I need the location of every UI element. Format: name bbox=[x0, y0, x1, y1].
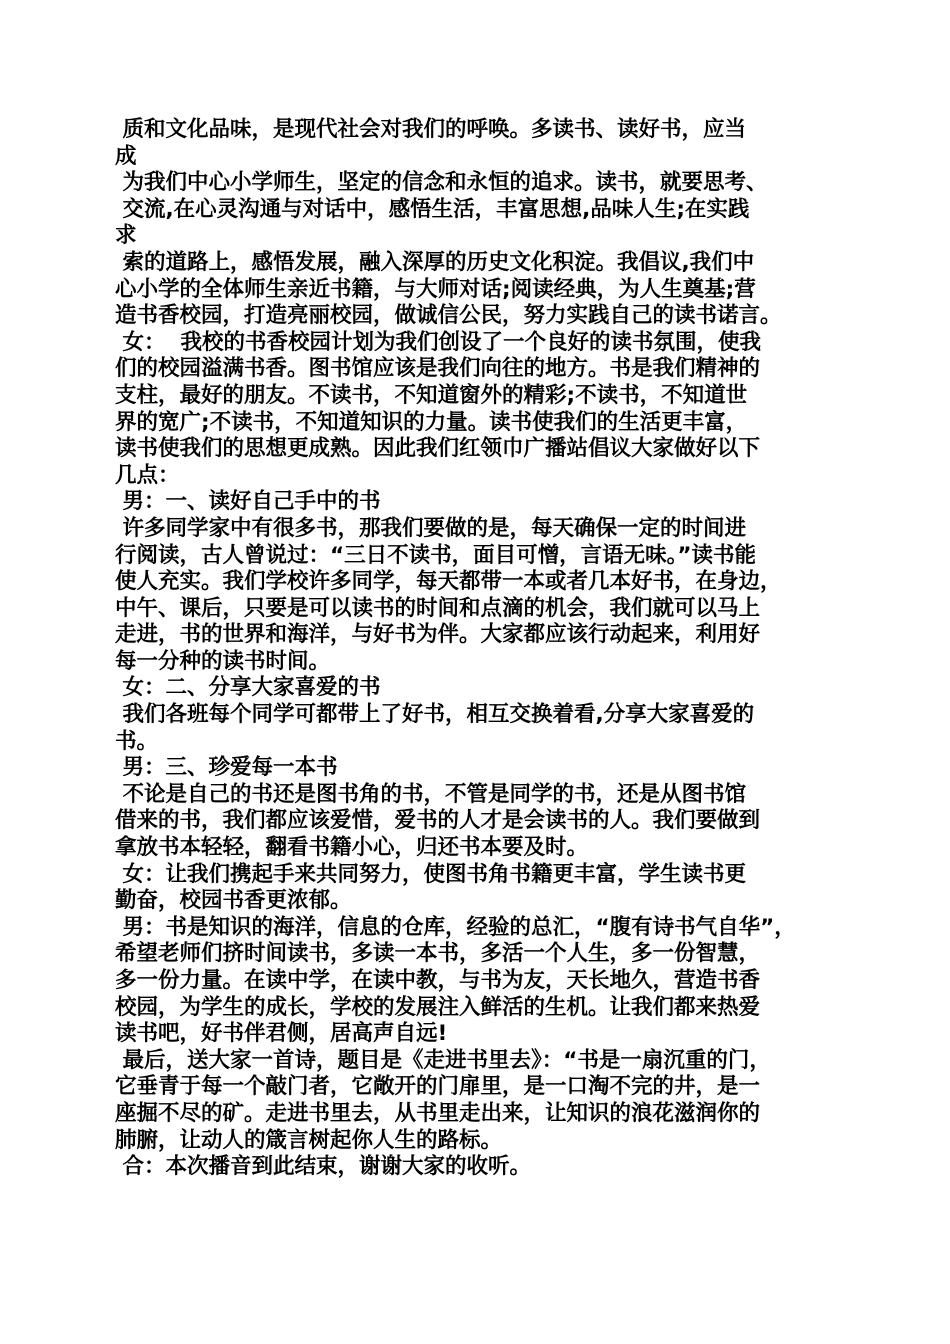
text-line: 支柱，最好的朋友。不读书，不知道窗外的精彩;不读书，不知道世 bbox=[115, 382, 748, 408]
text-line: 使人充实。我们学校许多同学，每天都带一本或者几本好书，在身边， bbox=[115, 569, 782, 595]
text-line: 男：一、读好自己手中的书 bbox=[115, 489, 381, 515]
text-line: 不论是自己的书还是图书角的书，不管是同学的书，还是从图书馆 bbox=[115, 781, 746, 807]
text-line: 女：二、分享大家喜爱的书 bbox=[115, 675, 381, 701]
document-body bbox=[115, 117, 855, 1181]
text-line: 拿放书本轻轻，翻看书籍小心，归还书本要及时。 bbox=[115, 835, 589, 861]
text-line: 成 bbox=[115, 143, 137, 169]
text-line: 女：让我们携起手来共同努力，使图书角书籍更丰富，学生读书更 bbox=[115, 861, 746, 887]
text-line: 行阅读，古人曾说过：“三日不读书，面目可憎，言语无味。”读书能 bbox=[115, 542, 757, 568]
text-line: 男：书是知识的海洋，信息的仓库，经验的总汇，“腹有诗书气自华”， bbox=[115, 914, 796, 940]
text-line: 每一分种的读书时间。 bbox=[115, 648, 331, 674]
text-line: 希望老师们挤时间读书，多读一本书，多活一个人生，多一份智慧， bbox=[115, 941, 761, 967]
text-line: 几点： bbox=[115, 462, 180, 488]
text-line: 它垂青于每一个敲门者，它敞开的门扉里，是一口淘不完的井，是一 bbox=[115, 1074, 761, 1100]
text-line: 中午、课后，只要是可以读书的时间和点滴的机会，我们就可以马上 bbox=[115, 595, 761, 621]
text-line: 读书吧，好书伴君侧，居高声自远! bbox=[115, 1021, 448, 1047]
text-line: 校园，为学生的成长，学校的发展注入鲜活的生机。让我们都来热爱 bbox=[115, 994, 761, 1020]
text-line: 书。 bbox=[115, 728, 159, 754]
text-line: 索的道路上，感悟发展，融入深厚的历史文化积淀。我倡议,我们中 bbox=[115, 249, 755, 275]
text-line: 界的宽广;不读书，不知道知识的力量。读书使我们的生活更丰富， bbox=[115, 409, 748, 435]
text-line: 交流,在心灵沟通与对话中，感悟生活，丰富思想,品味人生;在实践 bbox=[115, 196, 750, 222]
text-line: 走进，书的世界和海洋，与好书为伴。大家都应该行动起来，利用好 bbox=[115, 622, 761, 648]
text-line: 肺腑，让动人的箴言树起你人生的路标。 bbox=[115, 1127, 503, 1153]
text-line: 座掘不尽的矿。走进书里去，从书里走出来，让知识的浪花滋润你的 bbox=[115, 1100, 761, 1126]
text-line: 心小学的全体师生亲近书籍，与大师对话;阅读经典，为人生奠基;营 bbox=[115, 276, 756, 302]
text-line: 质和文化品味，是现代社会对我们的呼唤。多读书、读好书，应当 bbox=[115, 117, 746, 142]
text-line: 合：本次播音到此结束，谢谢大家的收听。 bbox=[115, 1154, 531, 1180]
text-line: 造书香校园，打造亮丽校园，做诚信公民，努力实践自己的读书诺言。 bbox=[115, 303, 782, 329]
text-line: 勤奋，校园书香更浓郁。 bbox=[115, 888, 352, 914]
text-line: 为我们中心小学师生，坚定的信念和永恒的追求。读书，就要思考、 bbox=[115, 170, 768, 196]
text-line: 们的校园溢满书香。图书馆应该是我们向往的地方。书是我们精神的 bbox=[115, 356, 761, 382]
text-line: 借来的书，我们都应该爱惜，爱书的人才是会读书的人。我们要做到 bbox=[115, 808, 761, 834]
text-line: 多一份力量。在读中学，在读中教，与书为友，天长地久，营造书香 bbox=[115, 968, 761, 993]
text-line: 男：三、珍爱每一本书 bbox=[115, 755, 338, 781]
text-line: 读书使我们的思想更成熟。因此我们红领巾广播站倡议大家做好以下 bbox=[115, 436, 761, 462]
text-line: 许多同学家中有很多书，那我们要做的是，每天确保一定的时间进 bbox=[115, 515, 746, 541]
text-line: 求 bbox=[115, 223, 137, 249]
text-line: 女： 我校的书香校园计划为我们创设了一个良好的读书氛围，使我 bbox=[115, 329, 761, 355]
text-line: 最后，送大家一首诗，题目是《走进书里去》：“书是一扇沉重的门， bbox=[115, 1047, 771, 1073]
text-line: 我们各班每个同学可都带上了好书，相互交换着看,分享大家喜爱的 bbox=[115, 702, 755, 728]
